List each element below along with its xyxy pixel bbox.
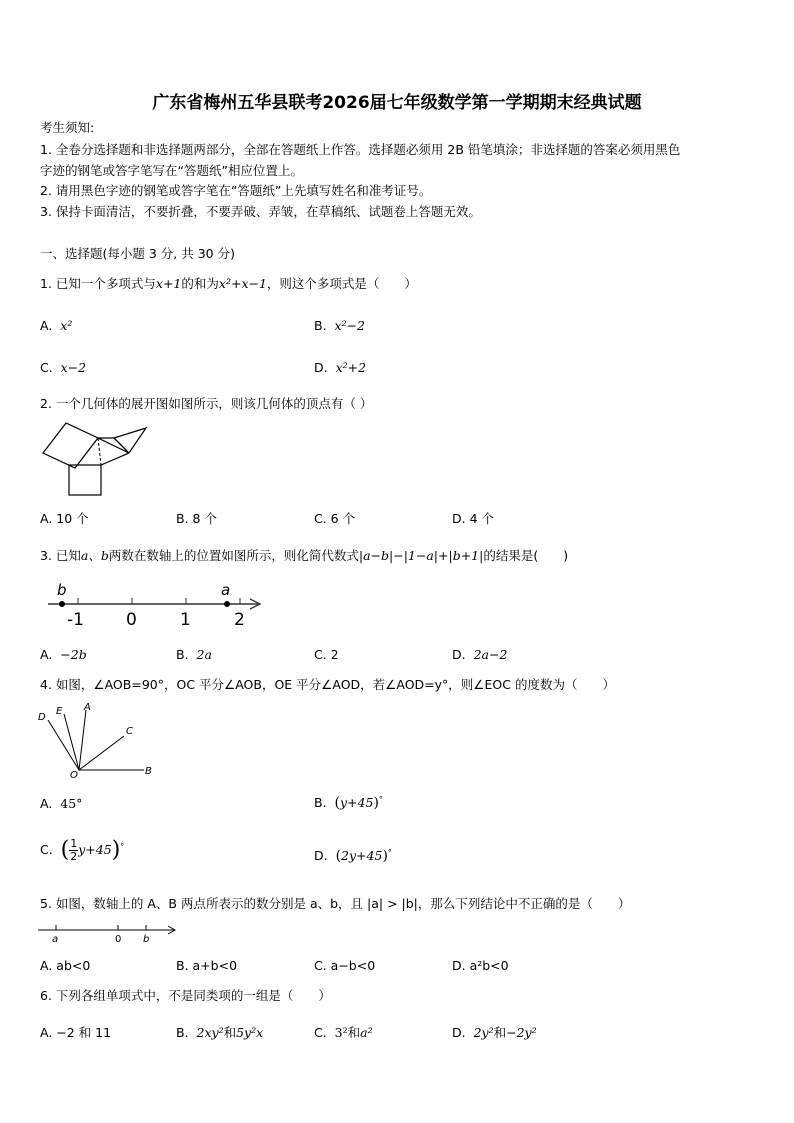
q3-lead: 3. 已知 — [40, 548, 81, 563]
question-6-stem: 6. 下列各组单项式中，不是同类项的一组是（ ） — [40, 988, 331, 1003]
q4-option-d[interactable]: D. (2y+45)° — [314, 848, 392, 864]
q5-number-line — [36, 918, 181, 948]
q3-option-d-text: 2a−2 — [473, 647, 508, 662]
q5-label-a: a — [52, 934, 59, 945]
q3-expr: |a−b|−|1−a|+|b+1| — [358, 548, 484, 563]
notice-item-3: 3. 保持卡面清洁，不要折叠，不要弄破、弄皱，在草稿纸、试题卷上答题无效。 — [40, 204, 481, 219]
q5-option-d[interactable]: D. a²b<0 — [452, 958, 509, 973]
q6-option-d-term1: 2y² — [473, 1025, 494, 1040]
q5-option-c[interactable]: C. a−b<0 — [314, 958, 376, 973]
q1-option-b-letter: B. — [314, 318, 327, 333]
q6-option-c-term1: 3² — [334, 1025, 348, 1040]
q4-option-d-text: 2y+45 — [341, 848, 383, 863]
q1-option-a[interactable] — [40, 318, 72, 334]
q3-option-b-letter: B. — [176, 647, 189, 662]
q3-point-b — [59, 601, 65, 607]
q4-ray-oc — [79, 736, 124, 770]
q3-tick-label-1: 1 — [180, 610, 191, 630]
q1-option-a-letter: A. — [40, 318, 53, 333]
q1-mid: 的和为 — [181, 276, 219, 291]
q4-label-e: E — [56, 706, 63, 717]
q3-label-b: b — [57, 581, 67, 599]
q4-option-c-letter: C. — [40, 842, 53, 857]
q1-option-c[interactable] — [40, 360, 86, 376]
q4-option-b[interactable]: B. (y+45)° — [314, 795, 383, 811]
question-1-stem — [40, 276, 417, 292]
q1-tail: ，则这个多项式是（ ） — [266, 276, 417, 291]
q5-option-a[interactable]: A. ab<0 — [40, 958, 91, 973]
notice-item-1: 1. 全卷分选择题和非选择题两部分，全部在答题纸上作答。选择题必须用 2B 铅笔填涂；非选择题的答案必须用黑色 — [40, 142, 681, 157]
q3-mid: 两数在数轴上的位置如图所示，则化简代数式 — [108, 548, 359, 563]
q1-expr2: x²+x−1 — [218, 276, 267, 291]
notice-item-1-cont: 字迹的钢笔或答字笔写在“答题纸”相应位置上。 — [40, 163, 303, 178]
question-4-stem: 4. 如图，∠AOB=90°，OC 平分∠AOB，OE 平分∠AOD，若∠AOD=y°，则∠EOC 的度数为（ ） — [40, 677, 615, 692]
question-2-stem: 2. 一个几何体的展开图如图所示，则该几何体的顶点有（ ） — [40, 396, 373, 411]
q6-option-d[interactable] — [452, 1025, 537, 1041]
q2-option-a[interactable]: A. 10 个 — [40, 511, 89, 526]
q2-edge — [101, 453, 129, 465]
q4-ray-oe — [64, 714, 79, 770]
q3-option-d-letter: D. — [452, 647, 466, 662]
q6-option-c-term2: a² — [360, 1025, 373, 1040]
q1-option-b-text: x²−2 — [334, 318, 366, 333]
q4-ray-od — [48, 720, 79, 770]
q5-option-b[interactable]: B. a+b<0 — [176, 958, 238, 973]
q4-option-c[interactable]: C. ( $\frac{1}{2}$ y+45)° — [40, 837, 125, 863]
q5-label-b: b — [143, 934, 150, 945]
q3-tick-label-2: 2 — [234, 610, 245, 630]
q1-lead: 1. 已知一个多项式与 — [40, 276, 156, 291]
q6-option-b-term1: 2xy² — [196, 1025, 224, 1040]
q3-option-a-text: −2b — [60, 647, 87, 662]
q1-expr1: x+1 — [155, 276, 182, 291]
q2-net-figure — [38, 418, 150, 498]
q3-option-b-text: 2a — [196, 647, 212, 662]
q2-right-triangle — [114, 428, 146, 453]
q2-option-c[interactable]: C. 6 个 — [314, 511, 356, 526]
q1-option-d-text: x²+2 — [335, 360, 367, 375]
q4-option-d-letter: D. — [314, 848, 328, 863]
q6-option-b[interactable] — [176, 1025, 263, 1041]
q4-option-c-numerator: 1 — [70, 837, 78, 850]
q6-option-b-term2: 5y²x — [236, 1025, 264, 1040]
q3-tick-label-0: 0 — [126, 610, 137, 630]
q4-option-c-denominator: 2 — [70, 850, 78, 863]
q4-angle-figure — [34, 700, 164, 785]
q4-option-b-text: y+45 — [339, 795, 374, 810]
q3-vars: a、b — [80, 548, 109, 563]
q4-option-d-degree: ° — [387, 848, 392, 857]
q6-option-a[interactable]: A. −2 和 11 — [40, 1025, 112, 1040]
q1-option-c-text: x−2 — [60, 360, 87, 375]
q2-bottom-square — [69, 465, 101, 495]
q4-label-a: A — [84, 702, 91, 713]
q4-option-a-letter: A. — [40, 796, 53, 811]
q2-option-b[interactable]: B. 8 个 — [176, 511, 217, 526]
q4-option-c-degree: ° — [120, 842, 125, 851]
q6-option-d-letter: D. — [452, 1025, 466, 1040]
q3-option-c[interactable]: C. 2 — [314, 647, 339, 662]
q4-option-a-text: 45° — [60, 796, 83, 811]
q1-option-d[interactable] — [314, 360, 366, 376]
q4-option-c-text: y+45 — [78, 842, 112, 857]
q2-dash-2 — [98, 438, 101, 465]
q4-option-b-letter: B. — [314, 795, 327, 810]
notice-item-2: 2. 请用黑色字迹的钢笔或答字笔在“答题纸”上先填写姓名和准考证号。 — [40, 183, 432, 198]
q3-tail: 的结果是( ) — [483, 548, 569, 563]
q6-option-c[interactable] — [314, 1025, 373, 1041]
q2-left-square — [43, 423, 98, 468]
q2-option-d[interactable]: D. 4 个 — [452, 511, 494, 526]
q4-option-b-degree: ° — [378, 795, 383, 804]
q4-ray-oa — [79, 710, 86, 770]
q6-option-d-and: 和 — [493, 1025, 507, 1040]
q3-option-a[interactable] — [40, 647, 87, 663]
notice-heading: 考生须知: — [40, 120, 95, 135]
section-heading: 一、选择题(每小题 3 分, 共 30 分) — [40, 246, 235, 261]
q1-option-c-letter: C. — [40, 360, 53, 375]
q3-option-a-letter: A. — [40, 647, 53, 662]
q3-option-d[interactable] — [452, 647, 507, 663]
q6-option-b-and: 和 — [223, 1025, 237, 1040]
page-title: 广东省梅州五华县联考2026届七年级数学第一学期期末经典试题 — [152, 93, 642, 113]
q4-label-c: C — [126, 726, 133, 737]
question-3-stem — [40, 548, 568, 564]
q3-option-b[interactable] — [176, 647, 212, 663]
q4-label-d: D — [38, 712, 46, 723]
q4-option-a[interactable] — [40, 796, 82, 812]
q4-label-b: B — [145, 766, 152, 777]
q1-option-d-letter: D. — [314, 360, 328, 375]
q1-option-b[interactable] — [314, 318, 365, 334]
q5-label-0: 0 — [115, 934, 122, 945]
q1-option-a-text: x² — [60, 318, 73, 333]
q3-tick-label-neg1: -1 — [67, 610, 84, 630]
q6-option-d-term2: −2y² — [506, 1025, 537, 1040]
q3-point-a — [224, 601, 230, 607]
q6-option-c-letter: C. — [314, 1025, 327, 1040]
q3-label-a: a — [221, 581, 231, 599]
q4-label-o: O — [70, 770, 78, 781]
q6-option-c-and: 和 — [347, 1025, 361, 1040]
question-5-stem: 5. 如图，数轴上的 A、B 两点所表示的数分别是 a、b，且 |a| > |b|，那么下列结论中不正确的是（ ） — [40, 896, 631, 911]
q3-number-line — [40, 580, 270, 630]
q6-option-b-letter: B. — [176, 1025, 189, 1040]
q4-option-c-fraction — [69, 838, 78, 863]
